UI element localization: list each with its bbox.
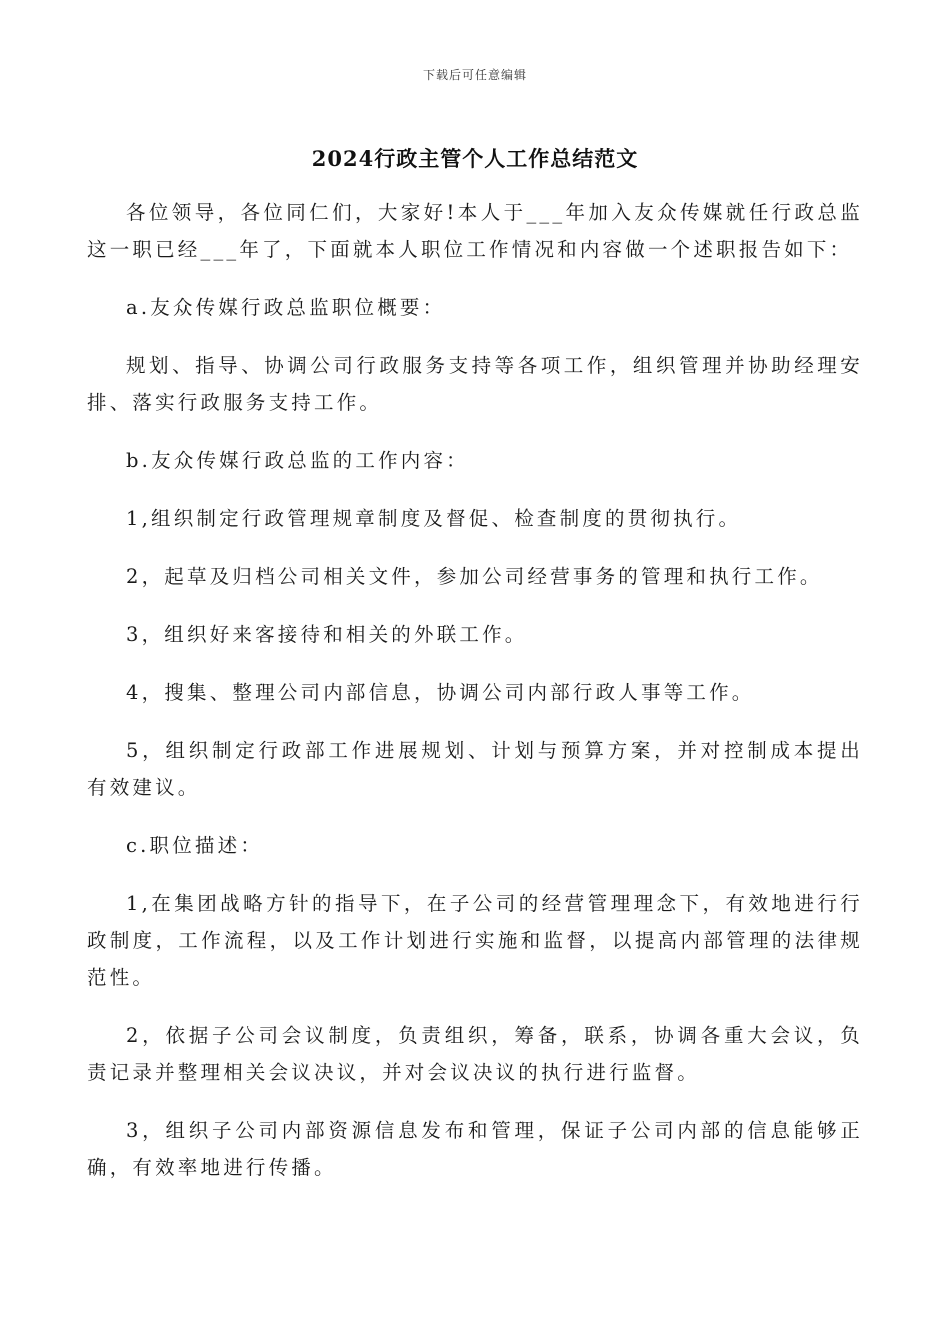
document-title: 2024行政主管个人工作总结范文 [311, 146, 639, 171]
header-note: 下载后可任意编辑 [422, 68, 527, 82]
paragraph-section-a-heading: a.友众传媒行政总监职位概要： [126, 296, 446, 319]
paragraph-b-item-5: 5，组织制定行政部工作进展规划、计划与预算方案，并对控制成本提出有效建议。 [87, 739, 863, 799]
paragraph-c-item-2: 2，依据子公司会议制度，负责组织，筹备，联系，协调各重大会议，负责记录并整理相关会议决议，并对会议决议的执行进行监督。 [87, 1024, 863, 1084]
paragraph-b-item-3: 3，组织好来客接待和相关的外联工作。 [126, 623, 528, 646]
paragraph-b-item-1: 1,组织制定行政管理规章制度及督促、检查制度的贯彻执行。 [126, 507, 742, 530]
paragraph-section-a-body: 规划、指导、协调公司行政服务支持等各项工作，组织管理并协助经理安排、落实行政服务支持工作。 [87, 354, 863, 414]
paragraph-intro: 各位领导，各位同仁们，大家好!本人于___年加入友众传媒就任行政总监这一职已经___年了，下面就本人职位工作情况和内容做一个述职报告如下： [87, 201, 863, 261]
document-body [87, 194, 863, 1207]
paragraph-c-item-3: 3，组织子公司内部资源信息发布和管理，保证子公司内部的信息能够正确，有效率地进行传播。 [87, 1119, 863, 1179]
paragraph-b-item-2: 2，起草及归档公司相关文件，参加公司经营事务的管理和执行工作。 [126, 565, 823, 588]
paragraph-b-item-4: 4，搜集、整理公司内部信息，协调公司内部行政人事等工作。 [126, 681, 755, 704]
paragraph-section-b-heading: b.友众传媒行政总监的工作内容： [126, 449, 469, 472]
paragraph-section-c-heading: c.职位描述： [126, 834, 264, 857]
paragraph-c-item-1: 1,在集团战略方针的指导下，在子公司的经营管理理念下，有效地进行行政制度，工作流程，以及工作计划进行实施和监督，以提高内部管理的法律规范性。 [87, 892, 863, 989]
